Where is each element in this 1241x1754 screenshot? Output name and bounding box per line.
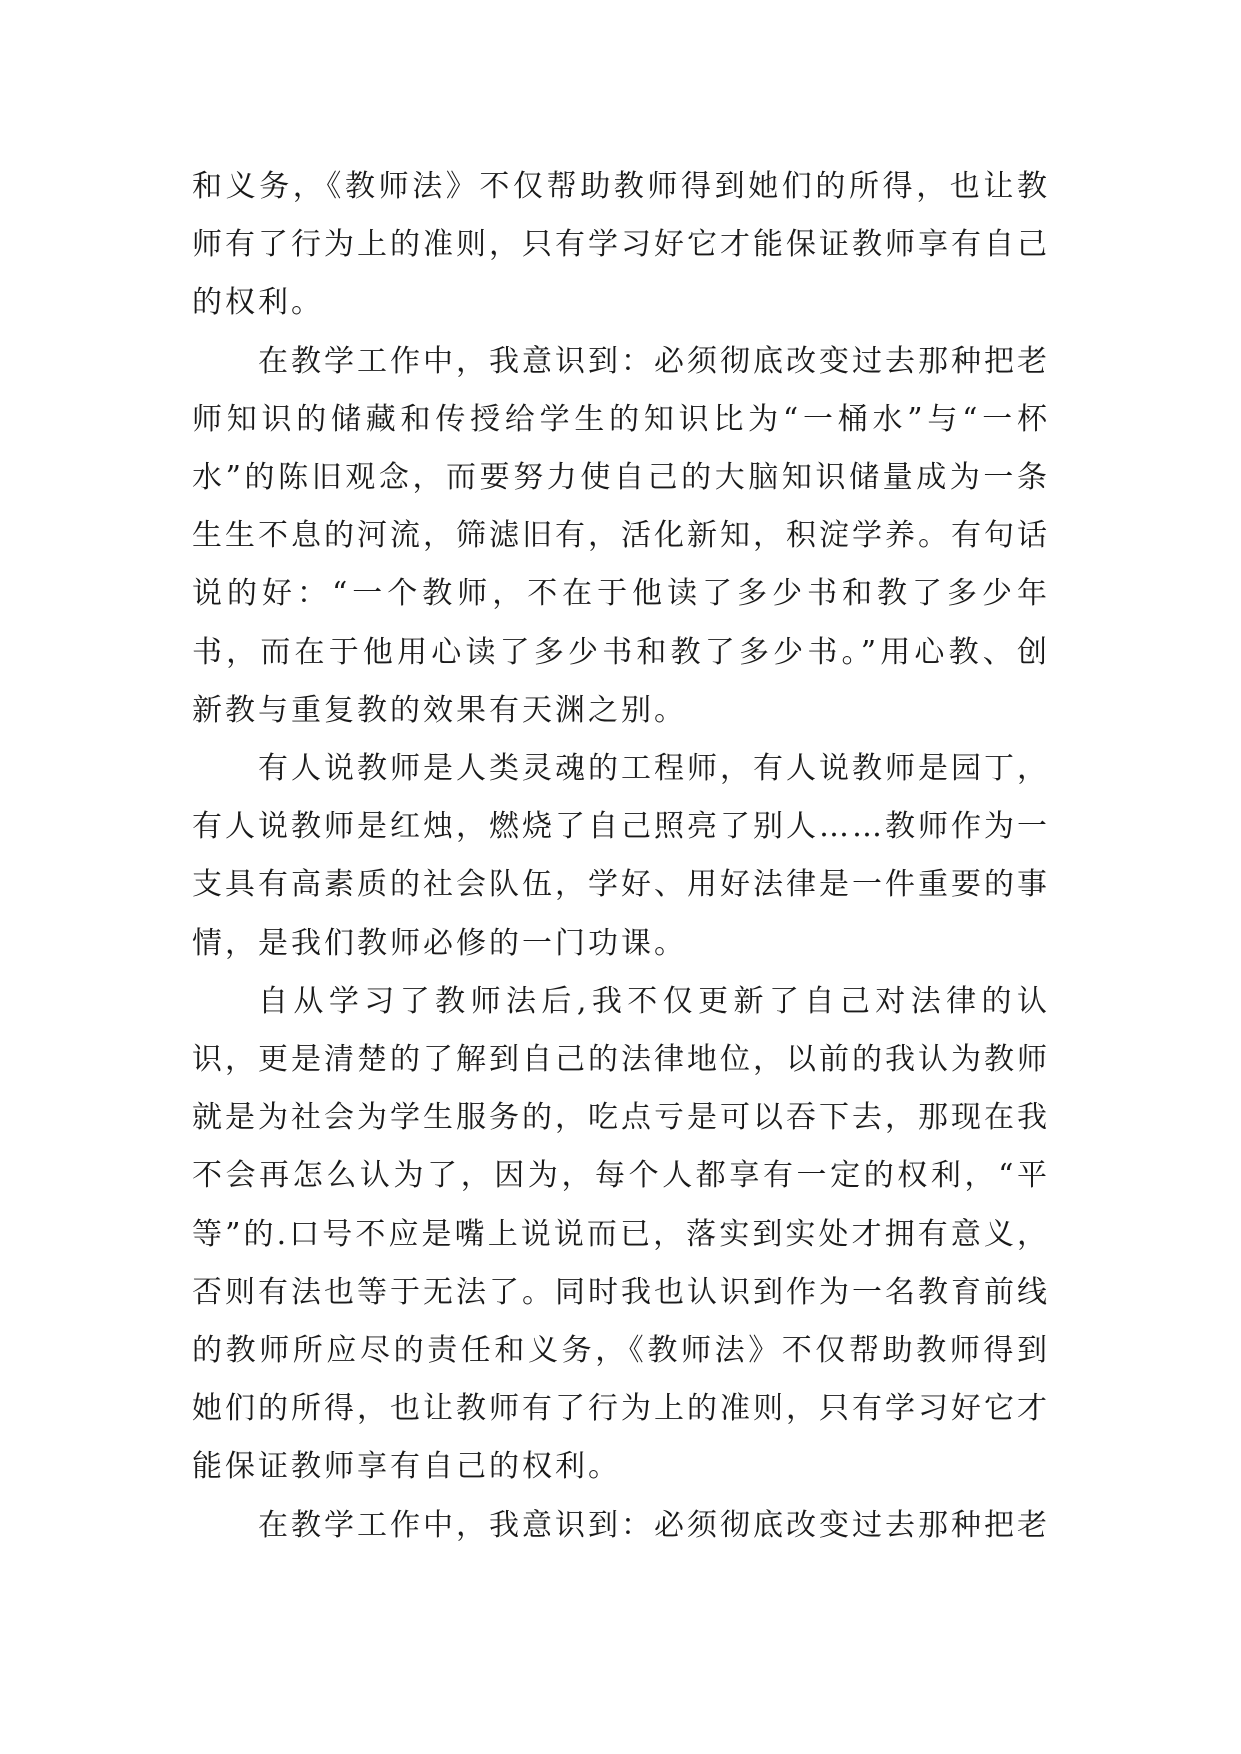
document-body <box>192 158 1050 1555</box>
paragraph-1: 和义务，《教师法》不仅帮助教师得到她们的所得，也让教师有了行为上的准则，只有学习好它才能保证教师享有自己的权利。 <box>192 169 1050 321</box>
paragraph-4: 自从学习了教师法后,我不仅更新了自己对法律的认识，更是清楚的了解到自己的法律地位，以前的我认为教师就是为社会为学生服务的，吃点亏是可以吞下去，那现在我不会再怎么认为了，因为，每个人都享有一定的权利，“平等”的.口号不应是嘴上说说而已，落实到实处才拥有意义，否则有法也等于无法了。同时我也认识到作为一名教育前线的教师所应尽的责任和义务，《教师法》不仅帮助教师得到她们的所得，也让教师有了行为上的准则，只有学习好它才能保证教师享有自己的权利。 <box>192 983 1050 1485</box>
paragraph-3: 有人说教师是人类灵魂的工程师，有人说教师是园丁，有人说教师是红烛，燃烧了自己照亮了别人……教师作为一支具有高素质的社会队伍，学好、用好法律是一件重要的事情，是我们教师必修的一门功课。 <box>192 751 1050 961</box>
paragraph-2: 在教学工作中，我意识到：必须彻底改变过去那种把老师知识的储藏和传授给学生的知识比为“一桶水”与“一杯水”的陈旧观念，而要努力使自己的大脑知识储量成为一条生生不息的河流，筛滤旧有，活化新知，积淀学养。有句话说的好：“一个教师，不在于他读了多少书和教了多少年书，而在于他用心读了多少书和教了多少书。”用心教、创新教与重复教的效果有天渊之别。 <box>192 343 1050 728</box>
paragraph-5: 在教学工作中，我意识到：必须彻底改变过去那种把老 <box>258 1507 1050 1543</box>
